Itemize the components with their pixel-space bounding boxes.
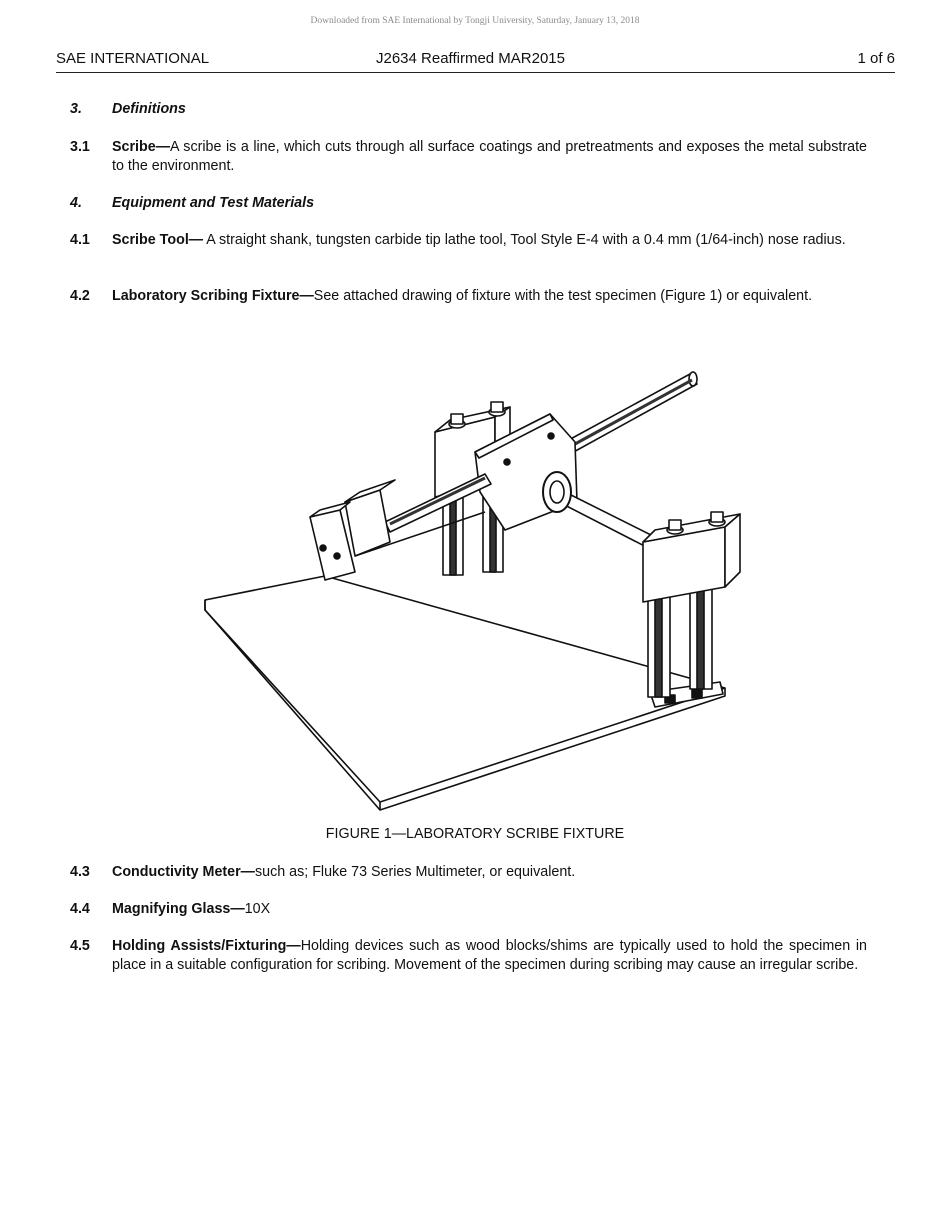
section-body: [112, 138, 867, 176]
definition-text: such as; Fluke 73 Series Multimeter, or equivalent.: [254, 864, 576, 880]
section-body: [112, 863, 867, 882]
section-number: 4.2: [70, 288, 90, 304]
right-upright-block: [643, 512, 740, 602]
guide-rod: [565, 372, 697, 454]
figure-1-drawing: [195, 362, 755, 817]
figure-caption: FIGURE 1—LABORATORY SCRIBE FIXTURE: [325, 826, 625, 842]
header-org: SAE INTERNATIONAL: [56, 50, 210, 67]
page-header: [56, 50, 895, 73]
section-4-5: [70, 937, 867, 975]
section-4-heading: [70, 194, 867, 213]
term: Scribe Tool—: [112, 232, 204, 248]
definition-text: See attached drawing of fixture with the test specimen (Figure 1) or equivalent.: [313, 288, 813, 304]
section-4-2: [70, 287, 867, 306]
section-body: [112, 287, 867, 306]
section-number: 4.: [70, 195, 82, 211]
term: Conductivity Meter—: [112, 864, 255, 880]
term: Laboratory Scribing Fixture—: [112, 288, 314, 304]
section-3-heading: [70, 100, 867, 119]
section-number: 4.1: [70, 232, 90, 248]
definition-text: 10X: [244, 901, 271, 917]
header-page-number: 1 of 6: [857, 50, 895, 67]
definition-text: Holding devices such as wood blocks/shims are typically used to hold the specimen in place in a suitable configuration for scribing. Movement of the specimen during scribing may cause an irregular scribe.: [112, 938, 867, 973]
section-title: Definitions: [112, 101, 186, 117]
section-4-1: [70, 231, 867, 250]
section-title: Equipment and Test Materials: [112, 195, 315, 211]
section-number: 4.3: [70, 864, 90, 880]
section-4-4: [70, 900, 867, 919]
definition-text: A straight shank, tungsten carbide tip lathe tool, Tool Style E-4 with a 0.4 mm (1/64-inch) nose radius.: [203, 232, 846, 248]
term: Scribe—: [112, 139, 171, 155]
base-plate: [205, 576, 725, 810]
section-body: [112, 937, 867, 975]
download-watermark: Downloaded from SAE International by Tongji University, Saturday, January 13, 2018: [310, 16, 640, 26]
section-body: [112, 900, 867, 919]
section-number: 4.4: [70, 901, 90, 917]
term: Holding Assists/Fixturing—: [112, 938, 301, 954]
section-3-1: [70, 138, 867, 176]
section-number: 4.5: [70, 938, 90, 954]
section-number: 3.1: [70, 139, 90, 155]
definition-text: A scribe is a line, which cuts through all surface coatings and pretreatments and exposes the metal substrate to the environment.: [112, 139, 867, 174]
scribe-fixture-illustration: [195, 362, 755, 817]
header-doc-id: J2634 Reaffirmed MAR2015: [376, 50, 565, 67]
section-body: [112, 231, 867, 250]
term: Magnifying Glass—: [112, 901, 245, 917]
section-number: 3.: [70, 101, 82, 117]
section-4-3: [70, 863, 867, 882]
